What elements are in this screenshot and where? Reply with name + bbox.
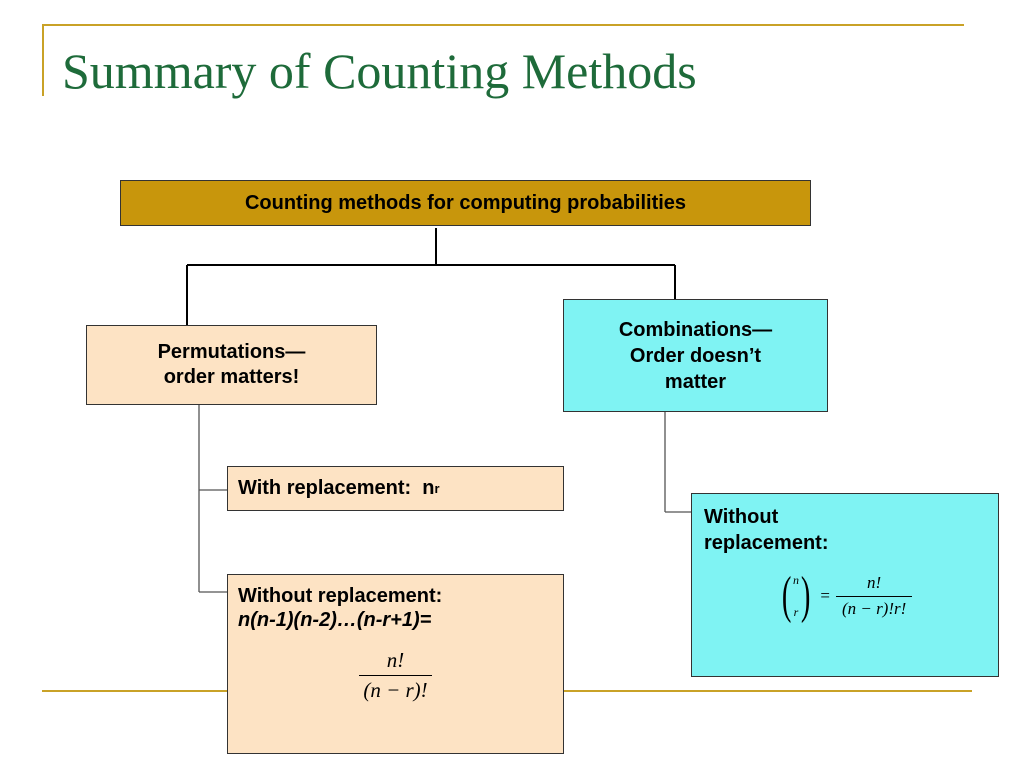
- without-replacement-perm-product: n(n-1)(n-2)…(n-r+1)=: [238, 609, 432, 631]
- binomial-top: n: [793, 572, 800, 587]
- with-replacement-label: With replacement: n: [238, 477, 435, 499]
- combinations-line3: matter: [664, 370, 727, 393]
- with-replacement-exponent: r: [434, 481, 440, 496]
- comb-formula: [704, 567, 986, 624]
- binomial-bottom: r: [793, 605, 799, 619]
- root-box: [120, 180, 811, 226]
- binomial-close-paren: ): [800, 567, 811, 624]
- without-replacement-perm-box: [227, 574, 564, 754]
- perm-formula-numerator: n!: [386, 648, 405, 672]
- comb-equals-sign: =: [820, 585, 830, 605]
- comb-formula-denominator: (n − r)!r!: [836, 596, 912, 619]
- perm-formula: [359, 648, 431, 703]
- permutations-box: [86, 325, 377, 405]
- slide-title: Summary of Counting Methods: [62, 43, 697, 99]
- without-replacement-perm-label: Without replacement:: [238, 585, 443, 607]
- root-label: Counting methods for computing probabilities: [244, 191, 687, 214]
- perm-formula-denominator: (n − r)!: [359, 675, 431, 703]
- binomial-coefficient: [793, 573, 799, 620]
- permutations-line1: Permutations—: [157, 341, 306, 363]
- combinations-box: [563, 299, 828, 412]
- comb-formula-numerator: n!: [867, 573, 882, 593]
- without-replacement-comb-line2: replacement:: [704, 532, 829, 554]
- permutations-line2: order matters!: [163, 366, 300, 388]
- without-replacement-comb-line1: Without: [704, 506, 779, 528]
- combinations-line1: Combinations—: [618, 318, 773, 341]
- binomial-open-paren: (: [781, 567, 792, 624]
- without-replacement-comb-box: [691, 493, 999, 677]
- combinations-line2: Order doesn’t: [629, 344, 762, 367]
- comb-fraction: [836, 573, 912, 619]
- with-replacement-box: [227, 466, 564, 511]
